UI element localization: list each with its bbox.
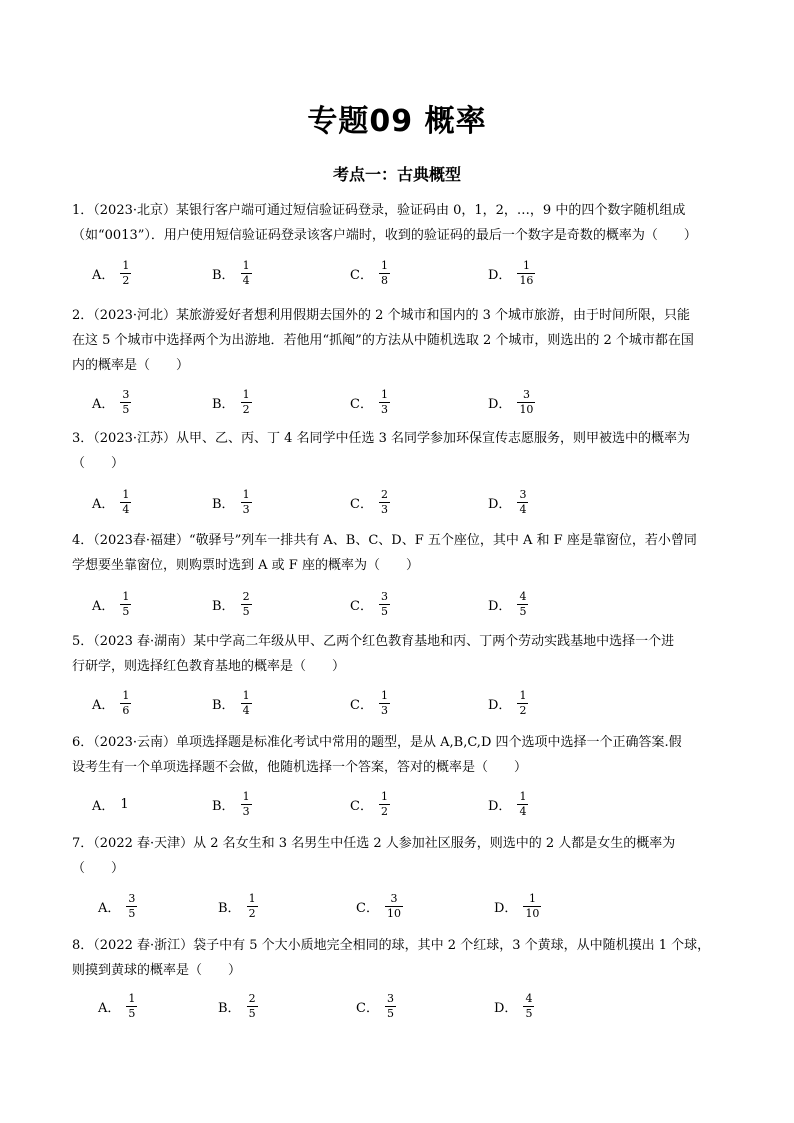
option-label: B． bbox=[212, 697, 235, 713]
option-C[interactable] bbox=[356, 889, 403, 923]
option-label: A． bbox=[92, 396, 115, 412]
fraction-denominator: 5 bbox=[386, 1006, 394, 1020]
option-label: D． bbox=[488, 798, 512, 814]
question-text-line: 6．（2023·云南）单项选择题是标准化考试中常用的题型，是从 A,B,C,D 四个选项中选择一个正确答案.假 bbox=[72, 735, 682, 750]
fraction-denominator: 5 bbox=[122, 402, 130, 416]
fraction-denominator: 2 bbox=[122, 273, 130, 287]
fraction-numerator: 1 bbox=[122, 487, 130, 501]
option-B[interactable] bbox=[212, 686, 252, 720]
question-5 bbox=[72, 629, 722, 679]
fraction bbox=[523, 893, 541, 920]
fraction-denominator: 3 bbox=[380, 502, 388, 516]
option-label: B． bbox=[212, 798, 235, 814]
fraction-numerator: 3 bbox=[386, 991, 394, 1005]
options-row bbox=[98, 989, 718, 1023]
fraction bbox=[379, 389, 390, 416]
fraction-denominator: 16 bbox=[519, 273, 534, 287]
option-B[interactable] bbox=[212, 385, 252, 419]
fraction-numerator: 1 bbox=[380, 258, 388, 272]
option-label: D． bbox=[488, 396, 512, 412]
option-D[interactable] bbox=[488, 256, 535, 290]
question-text-line: 8．（2022 春·浙江）袋子中有 5 个大小质地完全相同的球，其中 2 个红球，3 个黄球，从中随机摸出 1 个球， bbox=[72, 938, 711, 953]
fraction-denominator: 4 bbox=[519, 804, 527, 818]
question-text-line: （ ） bbox=[72, 456, 125, 471]
option-A[interactable] bbox=[92, 686, 131, 720]
option-label: C． bbox=[350, 598, 373, 614]
fraction-denominator: 3 bbox=[380, 703, 388, 717]
fraction bbox=[241, 260, 252, 287]
fraction-denominator: 4 bbox=[122, 502, 130, 516]
fraction-numerator: 1 bbox=[380, 387, 388, 401]
fraction-numerator: 2 bbox=[242, 589, 250, 603]
question-text-line: 行研学，则选择红色教育基地的概率是（ ） bbox=[72, 659, 346, 674]
fraction-denominator: 5 bbox=[128, 906, 136, 920]
option-A[interactable] bbox=[92, 256, 131, 290]
option-D[interactable] bbox=[488, 385, 535, 419]
option-label: C． bbox=[350, 697, 373, 713]
fraction bbox=[517, 791, 528, 818]
option-label: D． bbox=[488, 267, 512, 283]
fraction bbox=[523, 993, 534, 1020]
options-row bbox=[92, 686, 712, 720]
fraction-denominator: 10 bbox=[386, 906, 401, 920]
question-text-line: 在这 5 个城市中选择两个为出游地．若他用“抓阄”的方法从中随机选取 2 个城市，则选出的 2 个城市都在国 bbox=[72, 333, 694, 348]
fraction-numerator: 1 bbox=[519, 688, 527, 702]
fraction-numerator: 1 bbox=[248, 891, 256, 905]
fraction bbox=[517, 591, 528, 618]
fraction-denominator: 5 bbox=[519, 604, 527, 618]
fraction-numerator: 1 bbox=[528, 891, 536, 905]
option-C[interactable] bbox=[350, 385, 390, 419]
fraction bbox=[241, 591, 252, 618]
option-label: D． bbox=[488, 598, 512, 614]
question-2 bbox=[72, 303, 722, 378]
fraction-numerator: 1 bbox=[242, 258, 250, 272]
fraction-denominator: 4 bbox=[242, 703, 250, 717]
fraction bbox=[379, 591, 390, 618]
option-label: D． bbox=[494, 900, 518, 916]
question-8 bbox=[72, 933, 722, 983]
fraction-denominator: 3 bbox=[380, 402, 388, 416]
fraction-numerator: 3 bbox=[128, 891, 136, 905]
option-A[interactable] bbox=[92, 385, 131, 419]
fraction-numerator: 1 bbox=[122, 258, 130, 272]
fraction-denominator: 5 bbox=[128, 1006, 136, 1020]
option-value: 1 bbox=[120, 796, 129, 812]
option-label: A． bbox=[92, 798, 115, 814]
fraction-numerator: 1 bbox=[128, 991, 136, 1005]
option-D[interactable] bbox=[494, 989, 534, 1023]
option-C[interactable] bbox=[350, 587, 390, 621]
question-6 bbox=[72, 730, 722, 780]
fraction-numerator: 1 bbox=[242, 387, 250, 401]
fraction bbox=[379, 260, 390, 287]
question-text-line: 3．（2023·江苏）从甲、乙、丙、丁 4 名同学中任选 3 名同学参加环保宣传志愿服务，则甲被选中的概率为 bbox=[72, 431, 691, 446]
fraction-denominator: 3 bbox=[242, 502, 250, 516]
fraction bbox=[517, 389, 535, 416]
fraction bbox=[241, 389, 252, 416]
question-text-line: 则摸到黄球的概率是（ ） bbox=[72, 963, 242, 978]
option-label: B． bbox=[212, 496, 235, 512]
fraction bbox=[241, 791, 252, 818]
fraction bbox=[120, 389, 131, 416]
fraction bbox=[379, 791, 390, 818]
options-row bbox=[92, 485, 712, 519]
option-label: A． bbox=[98, 1000, 121, 1016]
options-row bbox=[98, 889, 718, 923]
option-label: A． bbox=[92, 598, 115, 614]
options-row bbox=[92, 587, 712, 621]
question-text-line: 设考生有一个单项选择题不会做，他随机选择一个答案，答对的概率是（ ） bbox=[72, 760, 528, 775]
fraction-denominator: 5 bbox=[248, 1006, 256, 1020]
option-D[interactable] bbox=[488, 787, 528, 821]
option-label: A． bbox=[92, 496, 115, 512]
option-B[interactable] bbox=[212, 587, 252, 621]
fraction-denominator: 2 bbox=[248, 906, 256, 920]
fraction bbox=[120, 591, 131, 618]
fraction bbox=[385, 893, 403, 920]
option-C[interactable] bbox=[350, 787, 390, 821]
option-C[interactable] bbox=[350, 485, 390, 519]
option-A[interactable] bbox=[92, 485, 131, 519]
option-B[interactable] bbox=[218, 889, 258, 923]
option-B[interactable] bbox=[212, 485, 252, 519]
fraction bbox=[385, 993, 396, 1020]
option-label: D． bbox=[494, 1000, 518, 1016]
section-heading: 考点一：古典概型 bbox=[332, 165, 461, 184]
fraction bbox=[379, 690, 390, 717]
question-text-line: 学想要坐靠窗位，则购票时选到 A 或 F 座的概率为（ ） bbox=[72, 558, 419, 573]
option-D[interactable] bbox=[488, 587, 528, 621]
option-label: C． bbox=[350, 496, 373, 512]
question-text-line: 1．（2023·北京）某银行客户端可通过短信验证码登录，验证码由 0，1，2，…，9 中的四个数字随机组成 bbox=[72, 203, 686, 218]
option-label: A． bbox=[92, 267, 115, 283]
fraction-numerator: 1 bbox=[522, 258, 530, 272]
option-B[interactable] bbox=[212, 787, 252, 821]
fraction bbox=[517, 260, 535, 287]
question-text-line: （ ） bbox=[72, 861, 125, 876]
fraction bbox=[120, 489, 131, 516]
fraction-denominator: 10 bbox=[525, 906, 540, 920]
fraction bbox=[241, 690, 252, 717]
options-row bbox=[92, 256, 712, 290]
option-A[interactable] bbox=[98, 889, 137, 923]
fraction bbox=[247, 993, 258, 1020]
question-text-line: 2．（2023·河北）某旅游爱好者想利用假期去国外的 2 个城市和国内的 3 个城市旅游，由于时间所限，只能 bbox=[72, 308, 691, 323]
fraction-denominator: 5 bbox=[380, 604, 388, 618]
option-A[interactable] bbox=[98, 989, 137, 1023]
option-C[interactable] bbox=[356, 989, 396, 1023]
fraction bbox=[241, 489, 252, 516]
option-A[interactable] bbox=[92, 587, 131, 621]
fraction bbox=[379, 489, 390, 516]
question-text-line: （如“0013”）．用户使用短信验证码登录该客户端时，收到的验证码的最后一个数字是奇数的概率为（ ） bbox=[72, 228, 697, 243]
option-label: A． bbox=[98, 900, 121, 916]
option-label: A． bbox=[92, 697, 115, 713]
question-text-line: 4．（2023春·福建）“敬驿号”列车一排共有 A、B、C、D、F 五个座位，其中 A 和 F 座是靠窗位，若小曾同 bbox=[72, 533, 697, 548]
fraction-denominator: 5 bbox=[525, 1006, 533, 1020]
question-text-line: 5．（2023 春·湖南）某中学高二年级从甲、乙两个红色教育基地和丙、丁两个劳动实践基地中选择一个进 bbox=[72, 634, 675, 649]
fraction-denominator: 6 bbox=[122, 703, 130, 717]
fraction-numerator: 3 bbox=[122, 387, 130, 401]
fraction-denominator: 2 bbox=[242, 402, 250, 416]
fraction-numerator: 1 bbox=[242, 789, 250, 803]
fraction bbox=[120, 690, 131, 717]
question-3 bbox=[72, 426, 722, 476]
option-label: B． bbox=[218, 1000, 241, 1016]
fraction bbox=[126, 893, 137, 920]
fraction-denominator: 4 bbox=[242, 273, 250, 287]
question-text-line: 7．（2022 春·天津）从 2 名女生和 3 名男生中任选 2 人参加社区服务，则选中的 2 人都是女生的概率为 bbox=[72, 836, 676, 851]
fraction bbox=[517, 690, 528, 717]
fraction-numerator: 1 bbox=[380, 688, 388, 702]
question-4 bbox=[72, 528, 722, 578]
fraction-numerator: 2 bbox=[380, 487, 388, 501]
options-row bbox=[92, 385, 712, 419]
fraction-numerator: 2 bbox=[248, 991, 256, 1005]
fraction-denominator: 2 bbox=[380, 804, 388, 818]
option-label: C． bbox=[350, 798, 373, 814]
options-row bbox=[92, 787, 712, 821]
fraction-denominator: 8 bbox=[380, 273, 388, 287]
fraction-numerator: 3 bbox=[390, 891, 398, 905]
fraction-numerator: 3 bbox=[380, 589, 388, 603]
option-label: C． bbox=[356, 900, 379, 916]
question-text-line: 内的概率是（ ） bbox=[72, 358, 190, 373]
option-B[interactable] bbox=[218, 989, 258, 1023]
fraction bbox=[126, 993, 137, 1020]
fraction-numerator: 4 bbox=[525, 991, 533, 1005]
fraction bbox=[120, 260, 131, 287]
option-label: B． bbox=[212, 267, 235, 283]
fraction-denominator: 5 bbox=[242, 604, 250, 618]
option-label: C． bbox=[350, 267, 373, 283]
question-7 bbox=[72, 831, 722, 881]
fraction-numerator: 1 bbox=[122, 589, 130, 603]
option-label: C． bbox=[356, 1000, 379, 1016]
fraction-numerator: 3 bbox=[519, 487, 527, 501]
fraction-numerator: 1 bbox=[380, 789, 388, 803]
option-C[interactable] bbox=[350, 686, 390, 720]
page-title: 专题09 概率 bbox=[307, 104, 487, 139]
option-label: C． bbox=[350, 396, 373, 412]
question-1 bbox=[72, 198, 722, 248]
fraction bbox=[517, 489, 528, 516]
fraction-denominator: 3 bbox=[242, 804, 250, 818]
option-label: B． bbox=[218, 900, 241, 916]
fraction-denominator: 4 bbox=[519, 502, 527, 516]
fraction-numerator: 1 bbox=[242, 688, 250, 702]
option-C[interactable] bbox=[350, 256, 390, 290]
option-label: D． bbox=[488, 496, 512, 512]
fraction bbox=[247, 893, 258, 920]
option-A[interactable] bbox=[92, 787, 129, 821]
option-label: D． bbox=[488, 697, 512, 713]
fraction-denominator: 2 bbox=[519, 703, 527, 717]
fraction-denominator: 5 bbox=[122, 604, 130, 618]
fraction-numerator: 4 bbox=[519, 589, 527, 603]
fraction-numerator: 1 bbox=[519, 789, 527, 803]
option-D[interactable] bbox=[488, 686, 528, 720]
fraction-denominator: 10 bbox=[519, 402, 534, 416]
option-B[interactable] bbox=[212, 256, 252, 290]
fraction-numerator: 1 bbox=[242, 487, 250, 501]
option-D[interactable] bbox=[488, 485, 528, 519]
option-label: B． bbox=[212, 396, 235, 412]
option-label: B． bbox=[212, 598, 235, 614]
fraction-numerator: 3 bbox=[522, 387, 530, 401]
fraction-numerator: 1 bbox=[122, 688, 130, 702]
option-D[interactable] bbox=[494, 889, 541, 923]
